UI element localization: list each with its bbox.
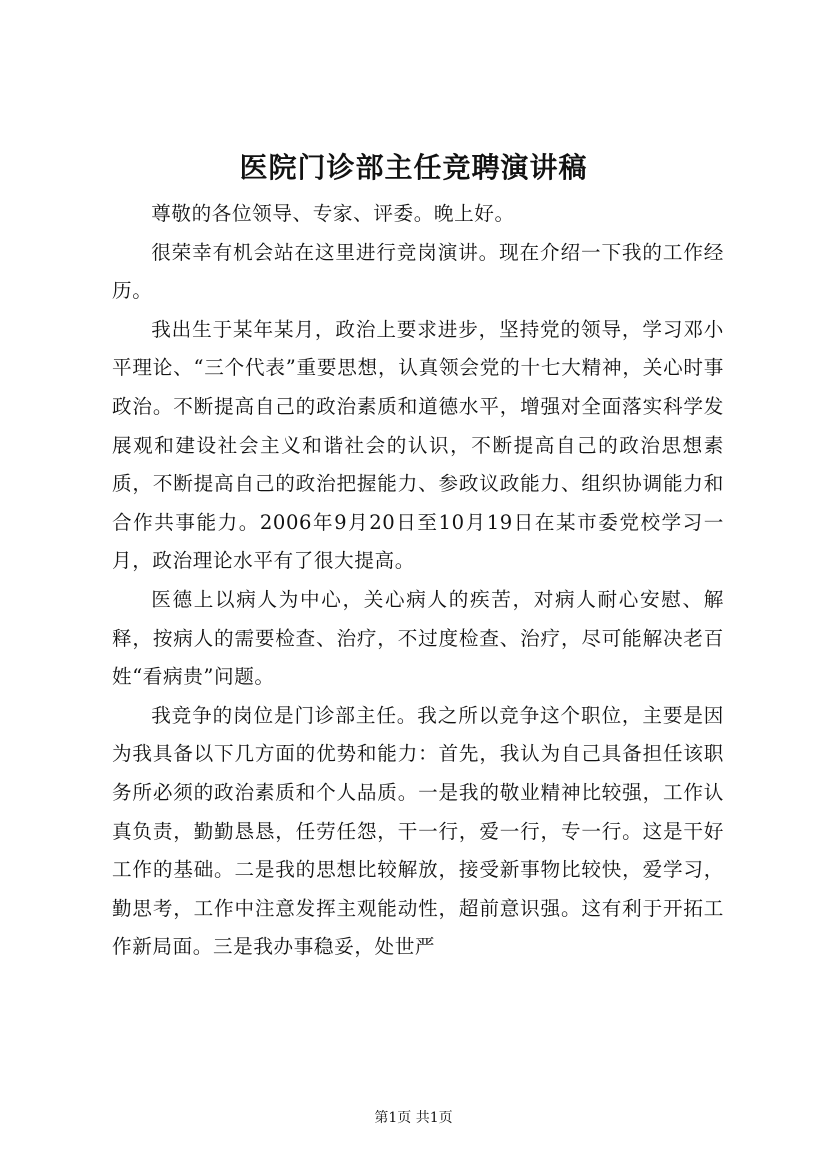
document-title: 医院门诊部主任竞聘演讲稿 [239, 151, 588, 184]
document-body [112, 195, 724, 967]
paragraph: 尊敬的各位领导、专家、评委。晚上好。 [151, 202, 515, 225]
paragraph: 医德上以病人为中心，关心病人的疾苦，对病人耐心安慰、解释，按病人的需要检查、治疗，不过度检查、治疗，尽可能解决老百姓“看病贵”问题。 [112, 587, 724, 689]
paragraph: 我竞争的岗位是门诊部主任。我之所以竞争这个职位，主要是因为我具备以下几方面的优势和能力：首先，我认为自己具备担任该职务所必须的政治素质和个人品质。一是我的敬业精神比较强，工作认真负责，勤勤恳恳，任劳任怨，干一行，爱一行，专一行。这是干好工作的基础。二是我的思想比较解放，接受新事物比较快，爱学习，勤思考，工作中注意发挥主观能动性，超前意识强。这有利于开拓工作新局面。三是我办事稳妥，处世严 [112, 703, 724, 959]
paragraph: 很荣幸有机会站在这里进行竞岗演讲。现在介绍一下我的工作经历。 [112, 240, 724, 303]
page-footer: 第1页 共1页 [374, 1110, 453, 1126]
paragraph: 我出生于某年某月，政治上要求进步，坚持党的领导，学习邓小平理论、“三个代表”重要思想，认真领会党的十七大精神，关心时事政治。不断提高自己的政治素质和道德水平，增强对全面落实科学发展观和建设社会主义和谐社会的认识，不断提高自己的政治思想素质，不断提高自己的政治把握能力、参政议政能力、组织协调能力和合作共事能力。2006年9月20日至10月19日在某市委党校学习一月，政治理论水平有了很大提高。 [112, 317, 724, 573]
